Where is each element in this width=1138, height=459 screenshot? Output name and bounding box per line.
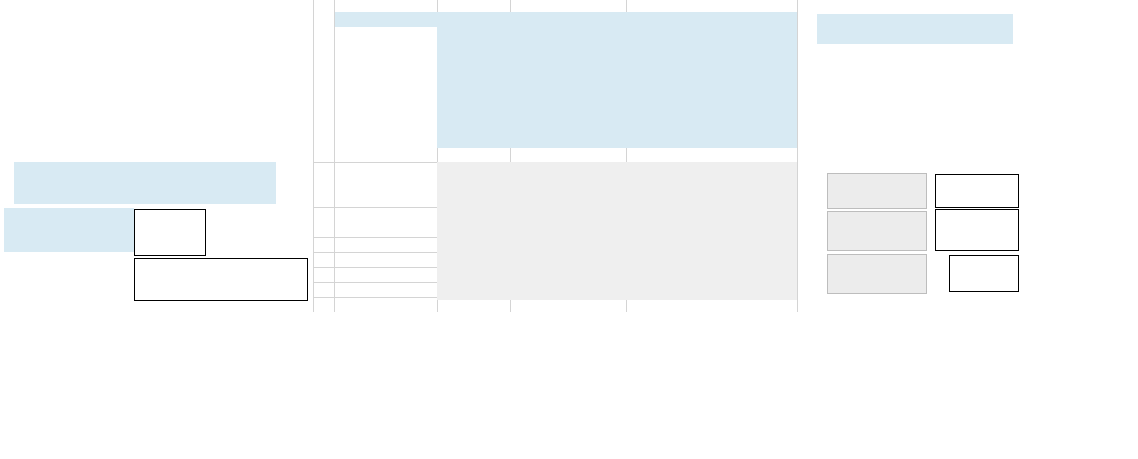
troubleshooting-input[interactable] — [935, 209, 1019, 251]
logo-bar — [96, 24, 104, 50]
primary-fields-bg — [510, 12, 797, 148]
logo-bar — [70, 34, 78, 56]
service-name — [828, 255, 926, 258]
service-extraction — [827, 173, 927, 209]
instructions-box — [14, 162, 276, 204]
total-samples-text — [4, 208, 134, 216]
required-note — [817, 14, 1013, 44]
service-name — [828, 174, 926, 180]
service-name — [828, 212, 926, 220]
quantitation-input[interactable] — [949, 255, 1019, 292]
primary-contact-header-bg — [335, 12, 437, 27]
logo-bar — [109, 22, 117, 46]
required-note-text — [817, 14, 1013, 17]
total-samples-input[interactable] — [134, 209, 206, 256]
primary-labels-bg — [437, 12, 510, 148]
secondary-labels-bg — [437, 162, 510, 300]
logo-mark — [70, 20, 160, 60]
secondary-fields-bg — [510, 162, 797, 300]
logo-bar — [122, 30, 130, 48]
quote-input[interactable] — [134, 258, 308, 301]
extraction-input[interactable] — [935, 174, 1019, 208]
service-quantitation — [827, 254, 927, 294]
logo-bar — [135, 24, 143, 46]
total-samples-label — [4, 208, 134, 252]
logo-bar — [83, 28, 91, 54]
service-troubleshooting — [827, 211, 927, 251]
